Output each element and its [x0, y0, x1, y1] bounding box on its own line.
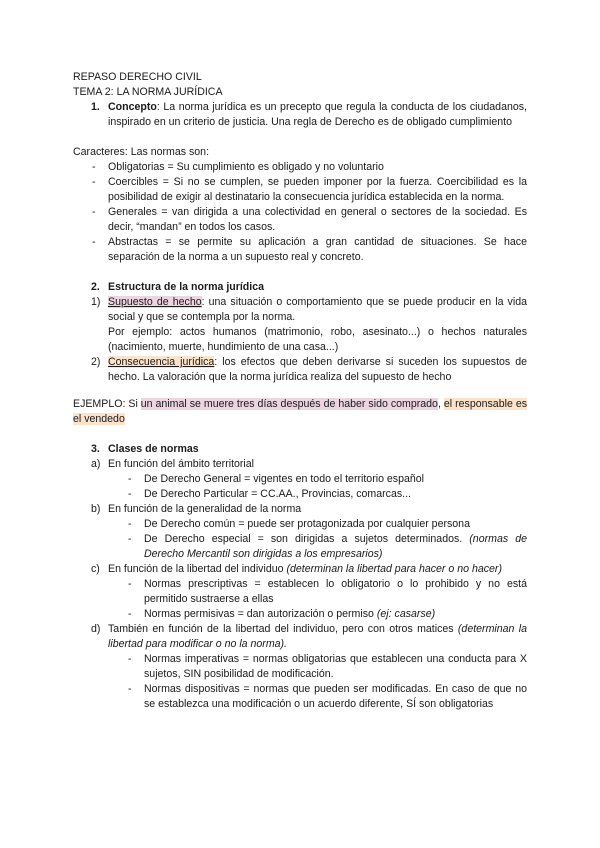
sublist-b	[73, 502, 527, 517]
dash-marker: -	[128, 488, 132, 500]
ejemplo-supuesto: un animal se muere tres días después de haber sido comprado	[140, 398, 438, 410]
list-item	[73, 577, 527, 607]
list-item-text: De Derecho General = vigentes en todo el territorio español	[144, 473, 425, 485]
separator: ,	[437, 398, 444, 410]
section-text: : La norma jurídica es un precepto que regula la conducta de los ciudadanos, inspirado en un criterio de justicia. Una regla de Derecho es de obligado cumplimiento	[108, 101, 527, 128]
ejemplo-lead: EJEMPLO: Si	[73, 398, 141, 410]
list-item	[73, 532, 527, 562]
dash-marker: -	[128, 608, 132, 620]
list-item	[73, 160, 527, 175]
doc-title: REPASO DERECHO CIVIL	[73, 71, 202, 83]
list-item	[73, 205, 527, 235]
caracteres-intro: Caracteres: Las normas son:	[73, 146, 210, 158]
list-item	[73, 517, 527, 532]
dash-marker: -	[128, 518, 132, 530]
list-item-text: De Derecho Particular = CC.AA., Provincias, comarcas...	[144, 488, 411, 500]
dash-marker: -	[128, 533, 132, 545]
list-item-text: En función de la generalidad de la norma	[108, 503, 302, 515]
list-item-text: Normas imperativas = normas obligatorias que establecen una conducta para X sujetos, SIN posibilidad de modificación.	[144, 653, 527, 680]
list-item-text: Normas permisivas = dan autorización o permiso	[144, 608, 377, 620]
list-number: 1)	[91, 296, 101, 308]
list-item	[73, 235, 527, 265]
list-item-text: : los efectos que deben derivarse si suceden los supuestos de hecho. La valoración que la norma jurídica realiza del supuesto de hecho	[108, 356, 527, 383]
list-item-consecuencia	[73, 355, 527, 385]
dash-marker: -	[128, 683, 132, 695]
dash-marker: -	[92, 206, 96, 218]
list-item	[73, 175, 527, 205]
list-item-text: En función de la libertad del individuo	[108, 563, 287, 575]
section-clases	[73, 442, 527, 457]
term-supuesto: Supuesto de hecho	[108, 296, 202, 308]
list-number: 2)	[91, 356, 101, 368]
list-item-text: Obligatorias = Su cumplimiento es obligado y no voluntario	[108, 161, 384, 173]
dash-marker: -	[92, 161, 96, 173]
term-consecuencia: Consecuencia jurídica	[108, 356, 215, 368]
list-item	[73, 487, 527, 502]
dash-marker: -	[128, 473, 132, 485]
section-number: 3.	[91, 443, 100, 455]
ejemplo-consecuencia: el responsable es el vendedo	[73, 398, 528, 425]
list-item-text: Normas prescriptivas = establecen lo obligatorio o lo prohibido y no está permitido sustraerse a ellas	[144, 578, 527, 605]
dash-marker: -	[128, 653, 132, 665]
document-page	[73, 70, 527, 712]
note-text: (normas de Derecho Mercantil son dirigidas a los empresarios)	[144, 533, 527, 560]
note-text: (determinan la libertad para hacer o no hacer)	[286, 563, 502, 575]
section-number: 1.	[91, 101, 100, 113]
list-item	[73, 652, 527, 682]
ejemplo-paragraph	[73, 397, 527, 427]
list-item-text: Normas dispositivas = normas que pueden ser modificadas. En caso de que no se establezca una modificación o un acuerdo diferente, SÍ son obligatorias	[144, 683, 527, 710]
list-item-text: Coercibles = Si no se cumplen, se pueden imponer por la fuerza. Coercibilidad es la posibilidad de exigir al destinatario la consecuencia jurídica establecida en la norma.	[108, 176, 527, 203]
doc-subtitle: TEMA 2: LA NORMA JURÍDICA	[73, 86, 223, 98]
list-letter: a)	[91, 458, 101, 470]
list-item-supuesto	[73, 295, 527, 355]
sublist-d	[73, 622, 527, 652]
list-item-text: De Derecho especial = son dirigidas a sujetos determinados.	[144, 533, 470, 545]
list-letter: c)	[91, 563, 100, 575]
list-letter: b)	[91, 503, 101, 515]
list-letter: d)	[91, 623, 101, 635]
section-heading: Clases de normas	[108, 443, 199, 455]
list-item-text: De Derecho común = puede ser protagonizada por cualquier persona	[144, 518, 470, 530]
section-estructura	[73, 280, 527, 295]
list-item	[73, 472, 527, 487]
note-text: (determinan la libertad para modificar o no la norma).	[108, 623, 528, 650]
dash-marker: -	[92, 236, 96, 248]
sublist-c	[73, 562, 527, 577]
dash-marker: -	[92, 176, 96, 188]
sublist-a	[73, 457, 527, 472]
section-concepto	[73, 100, 527, 130]
note-text: (ej: casarse)	[376, 608, 436, 620]
section-heading: Estructura de la norma jurídica	[108, 281, 265, 293]
list-item-text: También en función de la libertad del individuo, pero con otros matices	[108, 623, 458, 635]
section-number: 2.	[91, 281, 100, 293]
list-item	[73, 607, 527, 622]
example-text: Por ejemplo: actos humanos (matrimonio, robo, asesinato...) o hechos naturales (nacimiento, muerte, hundimiento de una casa...)	[108, 326, 527, 353]
list-item-text: Abstractas = se permite su aplicación a gran cantidad de situaciones. Se hace separación de la norma a un supuesto real y concreto.	[108, 236, 527, 263]
dash-marker: -	[128, 578, 132, 590]
section-heading: Concepto	[108, 101, 157, 113]
list-item-text: : una situación o comportamiento que se puede producir en la vida social y que se contempla por la norma.	[108, 296, 527, 323]
list-item-text: Generales = van dirigida a una colectividad en general o sectores de la sociedad. Es decir, “mandan” en todos los casos.	[108, 206, 527, 233]
list-item-text: En función del ámbito territorial	[108, 458, 255, 470]
list-item	[73, 682, 527, 712]
